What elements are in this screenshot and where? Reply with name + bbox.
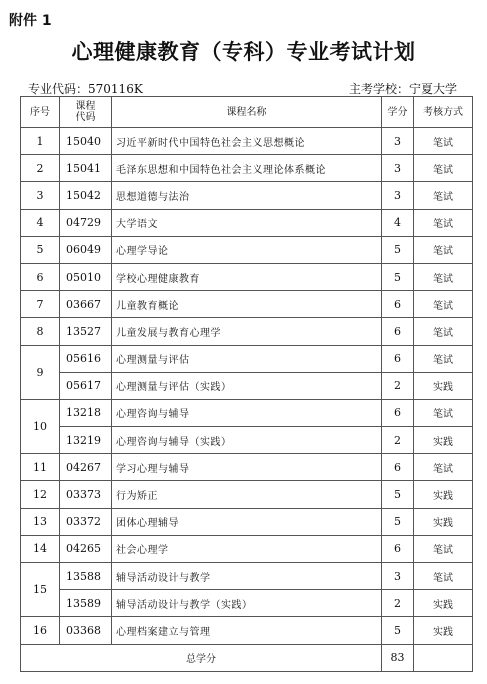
cell-name: 社会心理学 — [112, 535, 382, 562]
cell-credit: 6 — [382, 291, 414, 318]
cell-seq: 2 — [21, 155, 60, 182]
cell-credit: 5 — [382, 617, 414, 644]
cell-credit: 3 — [382, 128, 414, 155]
cell-name: 毛泽东思想和中国特色社会主义理论体系概论 — [112, 155, 382, 182]
cell-credit: 6 — [382, 399, 414, 426]
cell-name: 思想道德与法治 — [112, 182, 382, 209]
table-row — [21, 345, 473, 372]
cell-code: 15041 — [60, 155, 112, 182]
cell-name: 辅导活动设计与教学（实践） — [112, 590, 382, 617]
header-code: 课程 代码 — [60, 97, 112, 128]
cell-name: 学习心理与辅导 — [112, 454, 382, 481]
cell-name: 习近平新时代中国特色社会主义思想概论 — [112, 128, 382, 155]
cell-mode: 实践 — [414, 508, 473, 535]
cell-code: 13219 — [60, 427, 112, 454]
cell-mode: 笔试 — [414, 454, 473, 481]
cell-seq: 1 — [21, 128, 60, 155]
cell-seq: 6 — [21, 263, 60, 290]
table-row — [21, 291, 473, 318]
cell-seq: 3 — [21, 182, 60, 209]
cell-name: 心理档案建立与管理 — [112, 617, 382, 644]
header-name: 课程名称 — [112, 97, 382, 128]
table-row — [21, 182, 473, 209]
cell-name: 团体心理辅导 — [112, 508, 382, 535]
table-row — [21, 481, 473, 508]
cell-name: 心理咨询与辅导 — [112, 399, 382, 426]
table-row — [21, 427, 473, 454]
cell-code: 15040 — [60, 128, 112, 155]
cell-seq: 8 — [21, 318, 60, 345]
cell-credit: 2 — [382, 427, 414, 454]
cell-credit: 5 — [382, 508, 414, 535]
cell-seq: 4 — [21, 209, 60, 236]
table-row — [21, 563, 473, 590]
cell-code: 03373 — [60, 481, 112, 508]
cell-code: 13218 — [60, 399, 112, 426]
cell-mode: 实践 — [414, 590, 473, 617]
cell-credit: 5 — [382, 481, 414, 508]
cell-mode: 笔试 — [414, 535, 473, 562]
cell-mode: 笔试 — [414, 563, 473, 590]
cell-mode: 笔试 — [414, 399, 473, 426]
cell-mode: 笔试 — [414, 182, 473, 209]
table-header-row — [21, 97, 473, 128]
cell-mode: 实践 — [414, 617, 473, 644]
cell-credit: 3 — [382, 563, 414, 590]
total-row — [21, 644, 473, 671]
major-code — [28, 80, 143, 97]
cell-name: 辅导活动设计与教学 — [112, 563, 382, 590]
cell-credit: 6 — [382, 454, 414, 481]
cell-name: 儿童发展与教育心理学 — [112, 318, 382, 345]
cell-mode: 笔试 — [414, 345, 473, 372]
table-row — [21, 128, 473, 155]
cell-credit: 3 — [382, 155, 414, 182]
table-row — [21, 535, 473, 562]
cell-mode: 笔试 — [414, 236, 473, 263]
cell-seq: 15 — [21, 563, 60, 617]
table-row — [21, 508, 473, 535]
cell-name: 心理咨询与辅导（实践） — [112, 427, 382, 454]
major-code-value: 570116K — [88, 82, 143, 96]
cell-code: 03372 — [60, 508, 112, 535]
cell-mode: 实践 — [414, 481, 473, 508]
cell-mode: 笔试 — [414, 209, 473, 236]
school-label: 主考学校： — [348, 82, 409, 96]
table-row — [21, 155, 473, 182]
table-row — [21, 318, 473, 345]
cell-seq: 7 — [21, 291, 60, 318]
cell-credit: 5 — [382, 236, 414, 263]
cell-code: 05616 — [60, 345, 112, 372]
cell-seq: 16 — [21, 617, 60, 644]
total-credit: 83 — [382, 644, 414, 671]
cell-credit: 3 — [382, 182, 414, 209]
cell-seq: 11 — [21, 454, 60, 481]
table-body — [21, 128, 473, 645]
cell-credit: 2 — [382, 590, 414, 617]
table-row — [21, 372, 473, 399]
major-code-label: 专业代码： — [28, 82, 89, 96]
cell-mode: 笔试 — [414, 318, 473, 345]
attachment-label: 附件 1 — [9, 13, 52, 29]
exam-plan-table — [20, 96, 473, 672]
table-row — [21, 236, 473, 263]
cell-code: 15042 — [60, 182, 112, 209]
table-row — [21, 399, 473, 426]
cell-seq: 5 — [21, 236, 60, 263]
cell-credit: 6 — [382, 535, 414, 562]
header-credit: 学分 — [382, 97, 414, 128]
page-title: 心理健康教育（专科）专业考试计划 — [71, 40, 416, 64]
cell-code: 05617 — [60, 372, 112, 399]
cell-code: 04265 — [60, 535, 112, 562]
table-row — [21, 263, 473, 290]
total-empty — [414, 644, 473, 671]
cell-name: 学校心理健康教育 — [112, 263, 382, 290]
cell-name: 心理测量与评估 — [112, 345, 382, 372]
cell-code: 13588 — [60, 563, 112, 590]
cell-mode: 笔试 — [414, 155, 473, 182]
cell-code: 06049 — [60, 236, 112, 263]
cell-code: 04267 — [60, 454, 112, 481]
school-value: 宁夏大学 — [408, 82, 457, 96]
cell-seq: 14 — [21, 535, 60, 562]
cell-seq: 10 — [21, 399, 60, 453]
cell-code: 03368 — [60, 617, 112, 644]
cell-mode: 笔试 — [414, 263, 473, 290]
cell-name: 儿童教育概论 — [112, 291, 382, 318]
cell-mode: 笔试 — [414, 128, 473, 155]
table-row — [21, 590, 473, 617]
cell-credit: 6 — [382, 318, 414, 345]
cell-credit: 4 — [382, 209, 414, 236]
cell-seq: 13 — [21, 508, 60, 535]
cell-code: 13589 — [60, 590, 112, 617]
cell-credit: 5 — [382, 263, 414, 290]
cell-mode: 实践 — [414, 427, 473, 454]
school — [349, 80, 457, 97]
cell-code: 04729 — [60, 209, 112, 236]
total-label: 总学分 — [21, 644, 382, 671]
cell-mode: 笔试 — [414, 291, 473, 318]
cell-credit: 6 — [382, 345, 414, 372]
cell-mode: 实践 — [414, 372, 473, 399]
cell-credit: 2 — [382, 372, 414, 399]
cell-code: 05010 — [60, 263, 112, 290]
cell-seq: 12 — [21, 481, 60, 508]
table-row — [21, 617, 473, 644]
table-row — [21, 454, 473, 481]
cell-name: 心理学导论 — [112, 236, 382, 263]
header-seq: 序号 — [21, 97, 60, 128]
cell-code: 13527 — [60, 318, 112, 345]
table-row — [21, 209, 473, 236]
cell-name: 大学语文 — [112, 209, 382, 236]
header-mode: 考核方式 — [414, 97, 473, 128]
cell-name: 行为矫正 — [112, 481, 382, 508]
cell-code: 03667 — [60, 291, 112, 318]
cell-name: 心理测量与评估（实践） — [112, 372, 382, 399]
cell-seq: 9 — [21, 345, 60, 399]
